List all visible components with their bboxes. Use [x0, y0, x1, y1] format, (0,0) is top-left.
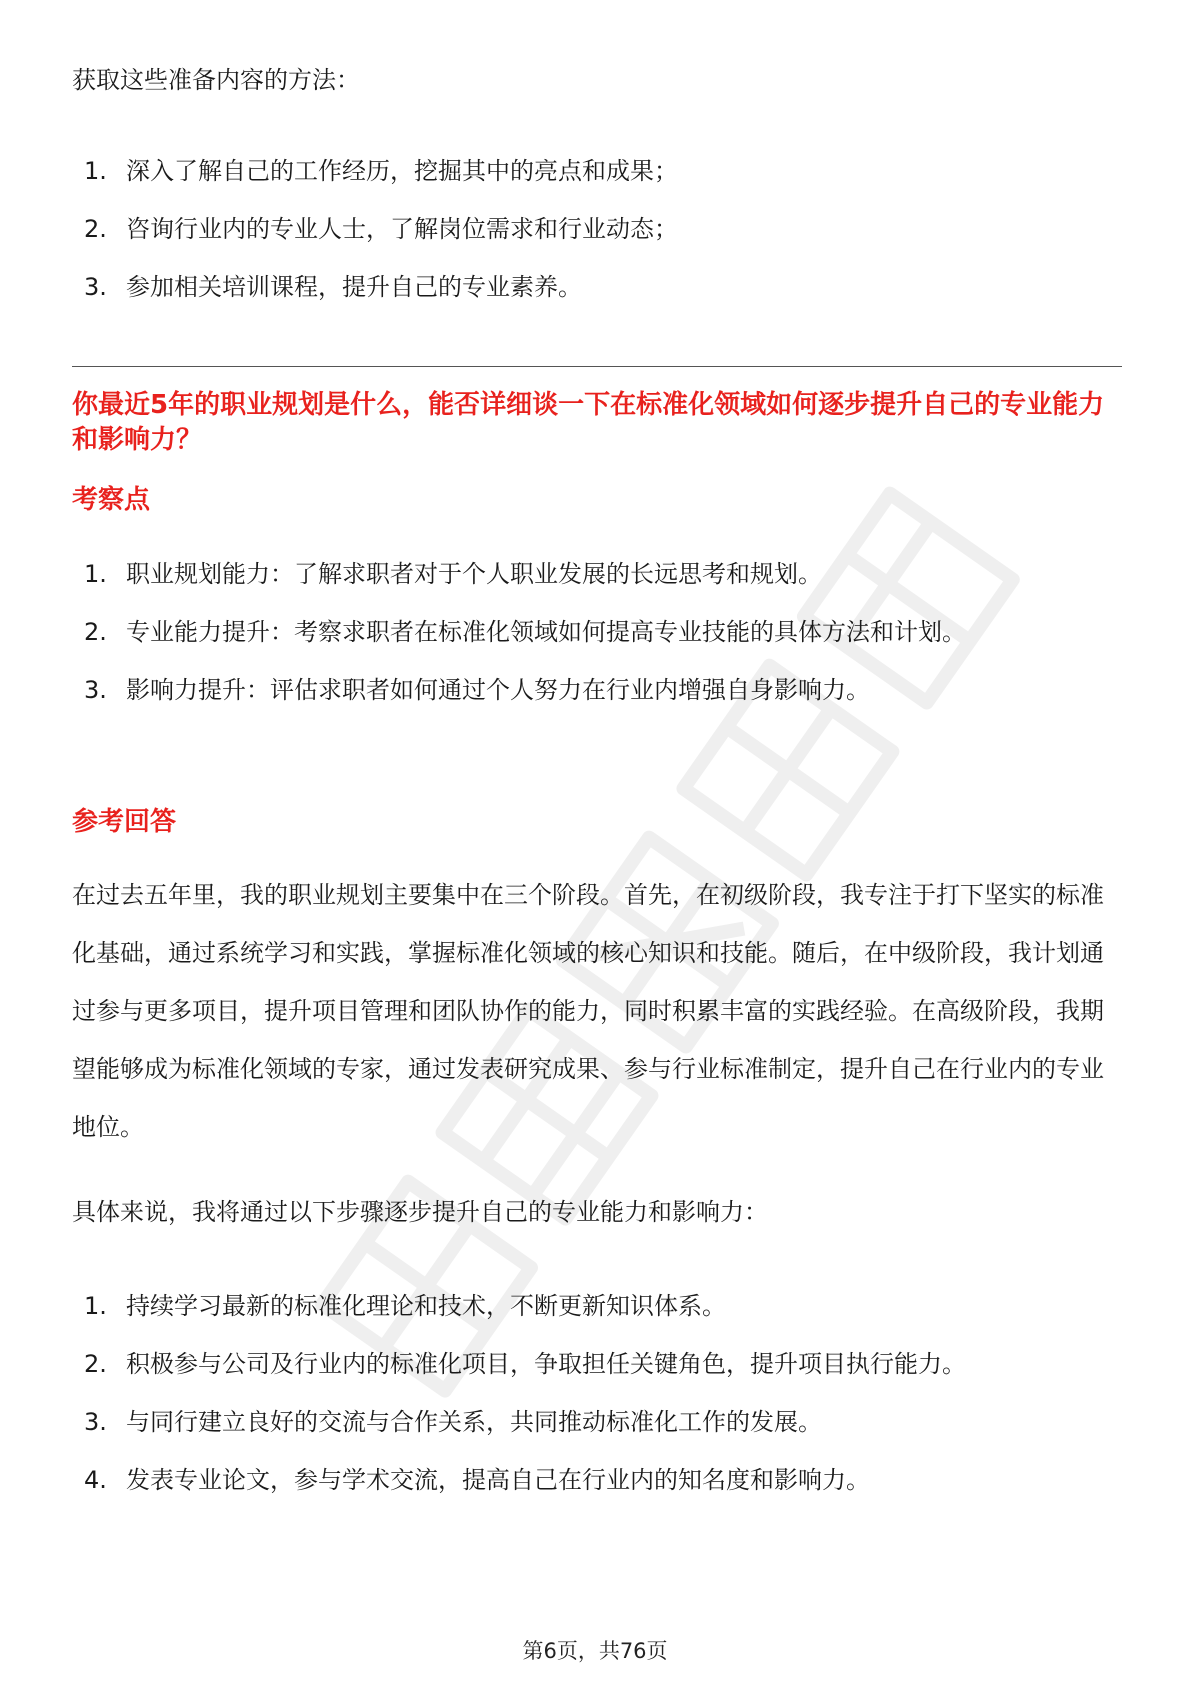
list-text: 咨询行业内的专业人士，了解岗位需求和行业动态； — [126, 215, 678, 243]
steps-list — [72, 1277, 1122, 1509]
list-number: 1. — [84, 560, 107, 588]
list-item — [72, 1277, 1122, 1335]
list-text: 深入了解自己的工作经历，挖掘其中的亮点和成果； — [126, 157, 678, 185]
list-number: 3. — [84, 273, 107, 301]
list-number: 2. — [84, 618, 107, 646]
list-item — [72, 1393, 1122, 1451]
list-item — [72, 1451, 1122, 1509]
list-number: 3. — [84, 1408, 107, 1436]
interview-question: 你最近5年的职业规划是什么，能否详细谈一下在标准化领域如何逐步提升自己的专业能力和影响力？ — [72, 390, 1105, 455]
points-list — [72, 545, 1122, 719]
list-number: 2. — [84, 1350, 107, 1378]
methods-list — [72, 142, 1122, 316]
list-number: 1. — [84, 157, 107, 185]
list-item — [72, 545, 1122, 603]
section-divider — [72, 366, 1122, 367]
list-item — [72, 661, 1122, 719]
list-text: 持续学习最新的标准化理论和技术，不断更新知识体系。 — [126, 1292, 726, 1320]
list-text: 专业能力提升：考察求职者在标准化领域如何提高专业技能的具体方法和计划。 — [126, 618, 966, 646]
list-item — [72, 200, 1122, 258]
list-item — [72, 1335, 1122, 1393]
methods-heading: 获取这些准备内容的方法： — [72, 66, 360, 94]
list-text: 影响力提升：评估求职者如何通过个人努力在行业内增强自身影响力。 — [126, 676, 870, 704]
list-number: 2. — [84, 215, 107, 243]
list-number: 4. — [84, 1466, 107, 1494]
list-number: 3. — [84, 676, 107, 704]
list-text: 发表专业论文，参与学术交流，提高自己在行业内的知名度和影响力。 — [126, 1466, 870, 1494]
points-heading: 考察点 — [72, 485, 151, 515]
steps-intro: 具体来说，我将通过以下步骤逐步提升自己的专业能力和影响力： — [72, 1198, 768, 1226]
answer-heading: 参考回答 — [72, 807, 177, 837]
list-number: 1. — [84, 1292, 107, 1320]
list-text: 职业规划能力：了解求职者对于个人职业发展的长远思考和规划。 — [126, 560, 822, 588]
list-item — [72, 258, 1122, 316]
list-text: 参加相关培训课程，提升自己的专业素养。 — [126, 273, 582, 301]
list-text: 积极参与公司及行业内的标准化项目，争取担任关键角色，提升项目执行能力。 — [126, 1350, 966, 1378]
list-text: 与同行建立良好的交流与合作关系，共同推动标准化工作的发展。 — [126, 1408, 822, 1436]
page-footer: 第6页，共76页 — [522, 1639, 668, 1663]
list-item — [72, 142, 1122, 200]
list-item — [72, 603, 1122, 661]
answer-paragraph: 在过去五年里，我的职业规划主要集中在三个阶段。首先，在初级阶段，我专注于打下坚实的标准化基础，通过系统学习和实践，掌握标准化领域的核心知识和技能。随后，在中级阶段，我计划通过参与更多项目，提升项目管理和团队协作的能力，同时积累丰富的实践经验。在高级阶段，我期望能够成为标准化领域的专家，通过发表研究成果、参与行业标准制定，提升自己在行业内的专业地位。 — [72, 881, 1104, 1141]
